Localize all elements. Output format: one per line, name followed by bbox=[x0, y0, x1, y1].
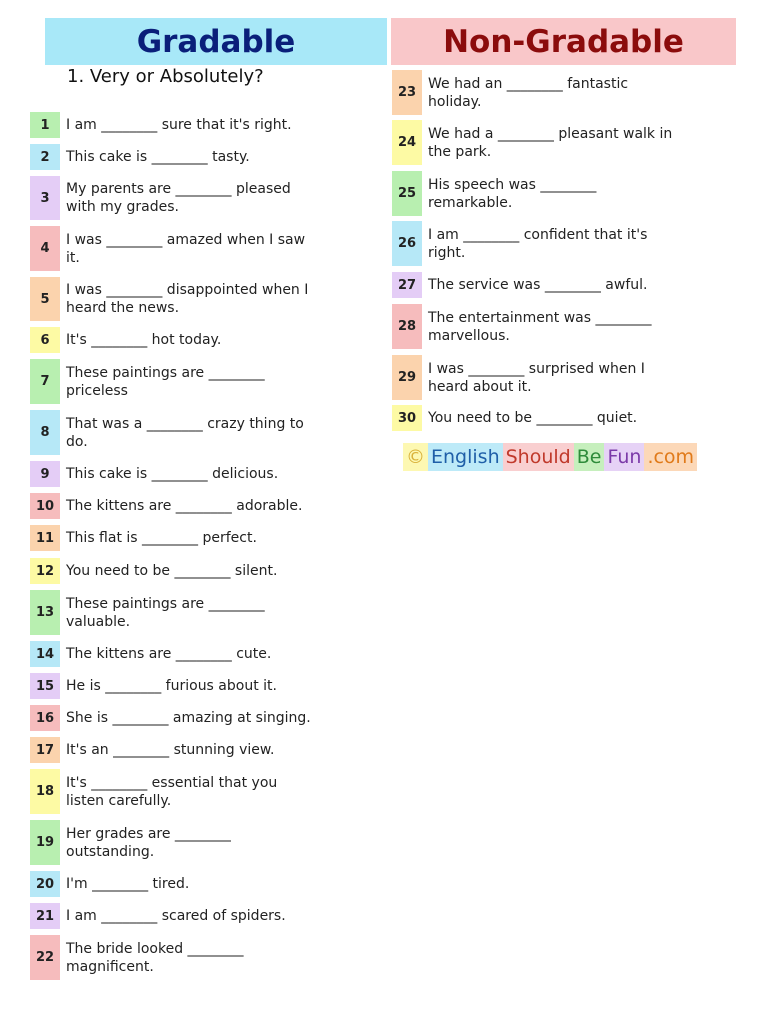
exercise-item bbox=[30, 769, 351, 814]
item-sentence: We had a ________ pleasant walk in the park. bbox=[428, 125, 673, 160]
exercise-item bbox=[30, 558, 351, 584]
item-sentence: It's ________ essential that you listen carefully. bbox=[66, 774, 278, 809]
exercise-item bbox=[30, 176, 351, 220]
exercise-item bbox=[30, 144, 351, 170]
logo-english: English bbox=[428, 443, 503, 471]
item-sentence: This cake is ________ delicious. bbox=[66, 466, 279, 482]
item-number: 26 bbox=[392, 221, 422, 266]
exercise-item bbox=[30, 112, 351, 138]
item-number: 11 bbox=[30, 525, 60, 551]
item-sentence: You need to be ________ silent. bbox=[66, 563, 278, 579]
item-number: 16 bbox=[30, 705, 60, 731]
item-sentence: It's an ________ stunning view. bbox=[66, 742, 275, 758]
item-sentence: The kittens are ________ adorable. bbox=[66, 498, 303, 514]
exercise-item bbox=[392, 120, 718, 165]
item-number: 9 bbox=[30, 461, 60, 487]
exercise-item bbox=[392, 221, 718, 266]
exercise-item bbox=[30, 820, 351, 865]
logo-should: Should bbox=[503, 443, 574, 471]
item-number: 27 bbox=[392, 272, 422, 298]
exercise-item bbox=[30, 871, 351, 897]
item-number: 30 bbox=[392, 405, 422, 431]
item-number: 14 bbox=[30, 641, 60, 667]
item-number: 15 bbox=[30, 673, 60, 699]
item-sentence: The entertainment was ________ marvellous. bbox=[428, 309, 652, 344]
exercise-title: 1. Very or Absolutely? bbox=[67, 66, 264, 87]
item-sentence: His speech was ________ remarkable. bbox=[428, 176, 597, 211]
gradable-header: Gradable bbox=[45, 18, 387, 65]
item-number: 7 bbox=[30, 359, 60, 404]
exercise-item bbox=[30, 737, 351, 763]
non-gradable-header: Non-Gradable bbox=[391, 18, 736, 65]
item-number: 21 bbox=[30, 903, 60, 929]
item-number: 5 bbox=[30, 277, 60, 321]
item-number: 2 bbox=[30, 144, 60, 170]
logo-com: .com bbox=[644, 443, 697, 471]
exercise-item bbox=[30, 903, 351, 929]
item-number: 23 bbox=[392, 70, 422, 115]
exercise-item bbox=[392, 355, 718, 400]
item-number: 22 bbox=[30, 935, 60, 980]
exercise-item bbox=[392, 70, 718, 115]
logo-fun: Fun bbox=[604, 443, 644, 471]
exercise-item bbox=[392, 272, 718, 298]
item-number: 13 bbox=[30, 590, 60, 635]
exercise-item bbox=[30, 327, 351, 353]
item-sentence: I was ________ amazed when I saw it. bbox=[66, 231, 306, 266]
item-number: 6 bbox=[30, 327, 60, 353]
item-number: 3 bbox=[30, 176, 60, 220]
item-sentence: I am ________ confident that it's right. bbox=[428, 226, 648, 261]
item-sentence: That was a ________ crazy thing to do. bbox=[66, 415, 304, 450]
site-logo bbox=[403, 443, 697, 471]
item-number: 19 bbox=[30, 820, 60, 865]
exercise-item bbox=[30, 410, 351, 455]
item-sentence: Her grades are ________ outstanding. bbox=[66, 825, 231, 860]
item-sentence: I'm ________ tired. bbox=[66, 876, 190, 892]
exercise-item bbox=[392, 405, 718, 431]
item-sentence: It's ________ hot today. bbox=[66, 332, 222, 348]
item-number: 24 bbox=[392, 120, 422, 165]
item-number: 1 bbox=[30, 112, 60, 138]
item-sentence: These paintings are ________ valuable. bbox=[66, 595, 265, 630]
exercise-item bbox=[30, 277, 351, 321]
item-sentence: I was ________ surprised when I heard about it. bbox=[428, 360, 645, 395]
item-number: 4 bbox=[30, 226, 60, 271]
exercise-item bbox=[392, 171, 718, 216]
item-sentence: She is ________ amazing at singing. bbox=[66, 710, 311, 726]
item-number: 29 bbox=[392, 355, 422, 400]
logo-be: Be bbox=[574, 443, 605, 471]
exercise-item bbox=[30, 226, 351, 271]
exercise-item bbox=[30, 493, 351, 519]
exercise-item bbox=[30, 590, 351, 635]
item-number: 28 bbox=[392, 304, 422, 349]
item-sentence: The kittens are ________ cute. bbox=[66, 646, 272, 662]
item-sentence: This flat is ________ perfect. bbox=[66, 530, 257, 546]
item-sentence: The service was ________ awful. bbox=[428, 277, 648, 293]
item-sentence: My parents are ________ pleased with my grades. bbox=[66, 181, 291, 215]
item-sentence: I am ________ sure that it's right. bbox=[66, 117, 292, 133]
item-number: 25 bbox=[392, 171, 422, 216]
item-number: 18 bbox=[30, 769, 60, 814]
exercise-item bbox=[30, 705, 351, 731]
item-number: 10 bbox=[30, 493, 60, 519]
item-sentence: He is ________ furious about it. bbox=[66, 678, 277, 694]
item-sentence: The bride looked ________ magnificent. bbox=[66, 940, 244, 975]
copyright-icon: © bbox=[403, 443, 428, 471]
item-number: 8 bbox=[30, 410, 60, 455]
exercise-item bbox=[30, 673, 351, 699]
item-sentence: This cake is ________ tasty. bbox=[66, 149, 250, 165]
item-number: 12 bbox=[30, 558, 60, 584]
exercise-item bbox=[30, 461, 351, 487]
item-number: 17 bbox=[30, 737, 60, 763]
item-sentence: These paintings are ________ priceless bbox=[66, 364, 265, 399]
exercise-item bbox=[392, 304, 718, 349]
item-sentence: I was ________ disappointed when I heard the news. bbox=[66, 282, 309, 316]
exercise-item bbox=[30, 935, 351, 980]
item-sentence: You need to be ________ quiet. bbox=[428, 410, 638, 426]
exercise-item bbox=[30, 525, 351, 551]
exercise-item bbox=[30, 641, 351, 667]
item-number: 20 bbox=[30, 871, 60, 897]
item-sentence: We had an ________ fantastic holiday. bbox=[428, 75, 629, 110]
exercise-item bbox=[30, 359, 351, 404]
item-sentence: I am ________ scared of spiders. bbox=[66, 908, 286, 924]
